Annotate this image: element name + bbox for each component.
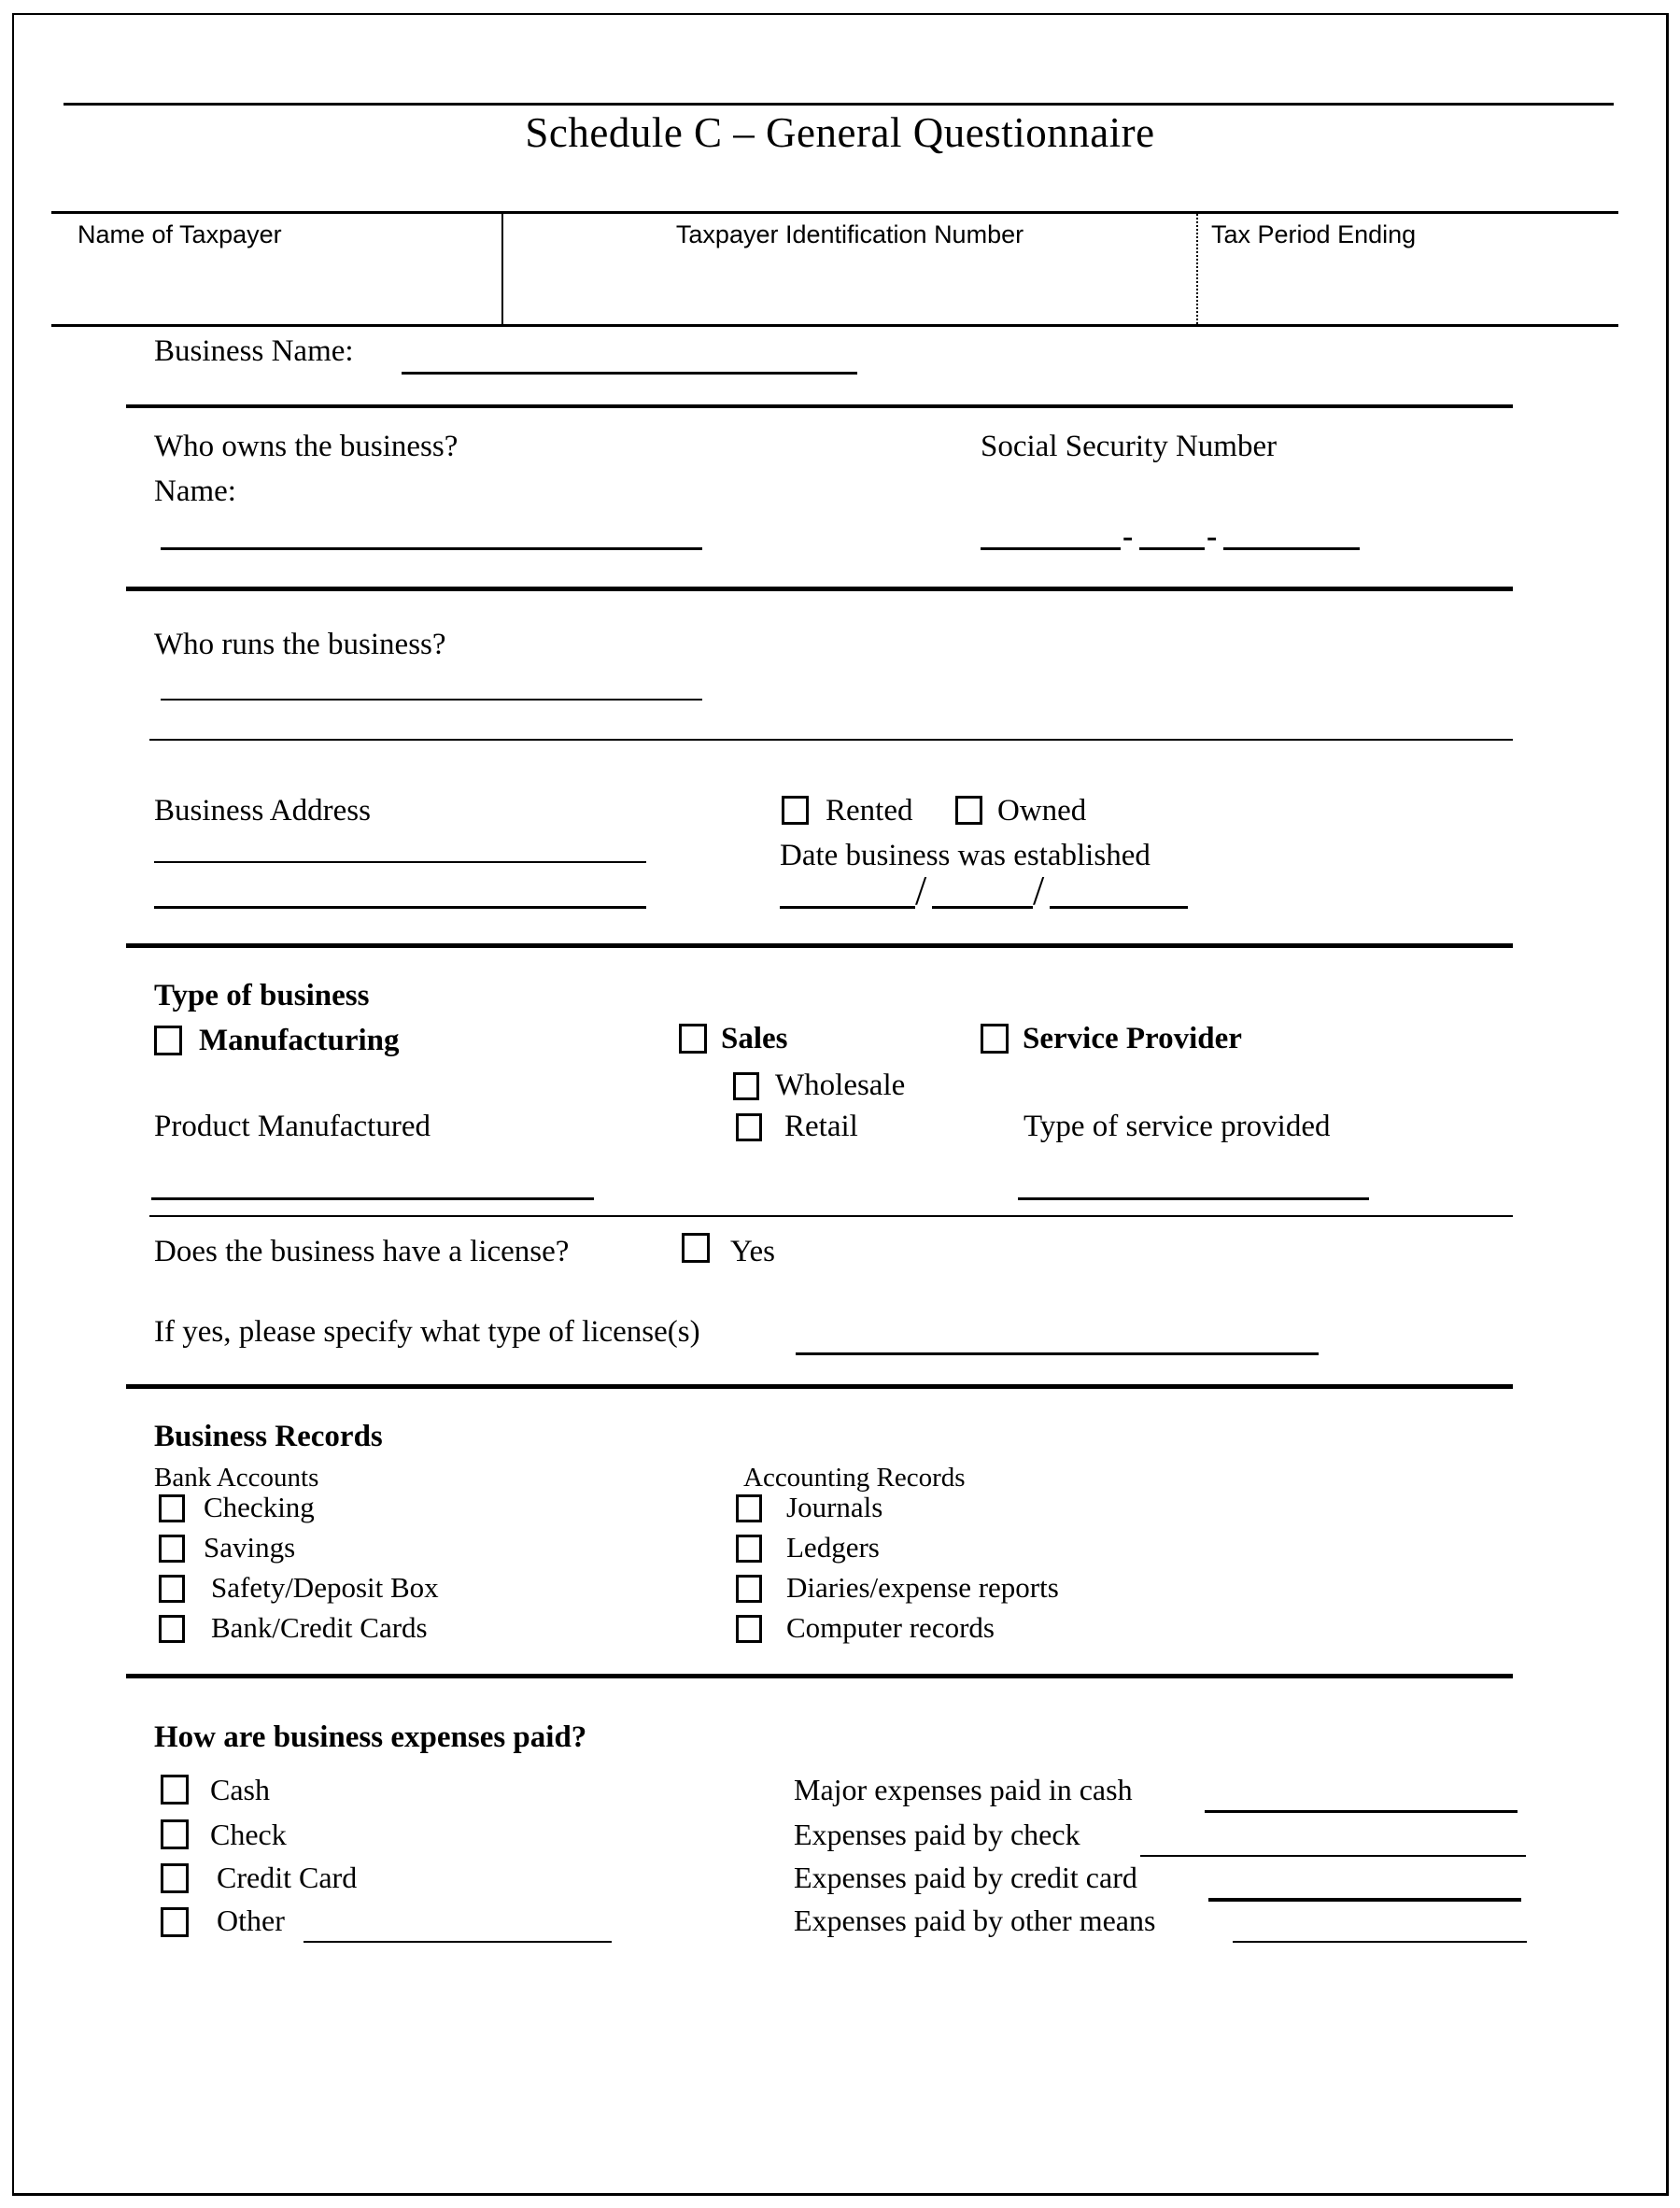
checkbox-rented[interactable] bbox=[782, 796, 809, 825]
license-specify-label: If yes, please specify what type of license(s) bbox=[154, 1315, 700, 1349]
sales-label: Sales bbox=[721, 1022, 788, 1055]
expenses-by-credit-card-blank[interactable] bbox=[1208, 1898, 1521, 1902]
diaries-expense-reports-label: Diaries/expense reports bbox=[786, 1571, 1059, 1604]
ssn-separator-1: - bbox=[1122, 519, 1134, 554]
section-divider-3 bbox=[149, 739, 1513, 741]
computer-records-label: Computer records bbox=[786, 1611, 995, 1644]
checkbox-cash[interactable] bbox=[161, 1775, 189, 1805]
checkbox-wholesale[interactable] bbox=[733, 1072, 759, 1100]
service-type-blank[interactable] bbox=[1018, 1197, 1369, 1200]
safety-deposit-box-label: Safety/Deposit Box bbox=[211, 1571, 439, 1604]
ssn-blank-part3[interactable] bbox=[1223, 547, 1360, 550]
type-of-business-heading: Type of business bbox=[154, 979, 370, 1012]
section-divider-1 bbox=[126, 404, 1513, 408]
bank-credit-cards-label: Bank/Credit Cards bbox=[211, 1611, 428, 1644]
checkbox-bank-credit-cards[interactable] bbox=[159, 1615, 185, 1643]
rented-label: Rented bbox=[826, 794, 913, 828]
ssn-separator-2: - bbox=[1207, 519, 1218, 554]
section-divider-6 bbox=[126, 1384, 1513, 1389]
business-address-label: Business Address bbox=[154, 794, 371, 828]
date-established-label: Date business was established bbox=[780, 839, 1151, 872]
section-divider-4 bbox=[126, 943, 1513, 948]
journals-label: Journals bbox=[786, 1491, 883, 1523]
who-owns-question: Who owns the business? bbox=[154, 430, 459, 463]
title-rule bbox=[64, 103, 1614, 106]
checkbox-sales[interactable] bbox=[679, 1024, 707, 1054]
product-manufactured-label: Product Manufactured bbox=[154, 1110, 431, 1143]
other-method-blank[interactable] bbox=[304, 1941, 612, 1943]
service-provider-label: Service Provider bbox=[1023, 1022, 1242, 1055]
expenses-by-credit-card-label: Expenses paid by credit card bbox=[794, 1861, 1137, 1894]
savings-label: Savings bbox=[204, 1531, 296, 1564]
bank-accounts-heading: Bank Accounts bbox=[154, 1463, 319, 1493]
who-runs-question: Who runs the business? bbox=[154, 628, 446, 661]
service-type-label: Type of service provided bbox=[1024, 1110, 1331, 1143]
license-yes-label: Yes bbox=[730, 1235, 776, 1268]
address-blank-line1[interactable] bbox=[154, 861, 646, 863]
ledgers-label: Ledgers bbox=[786, 1531, 880, 1564]
wholesale-label: Wholesale bbox=[775, 1069, 906, 1102]
ssn-label: Social Security Number bbox=[981, 430, 1278, 463]
retail-label: Retail bbox=[784, 1110, 858, 1143]
checkbox-journals[interactable] bbox=[736, 1494, 762, 1522]
credit-card-label: Credit Card bbox=[217, 1861, 358, 1894]
taxpayer-id-field[interactable] bbox=[503, 214, 1198, 324]
expenses-heading: How are business expenses paid? bbox=[154, 1720, 587, 1754]
who-runs-blank[interactable] bbox=[161, 699, 702, 701]
section-divider-2 bbox=[126, 587, 1513, 591]
expenses-other-means-blank[interactable] bbox=[1233, 1941, 1527, 1943]
check-label: Check bbox=[210, 1818, 287, 1851]
checkbox-retail[interactable] bbox=[736, 1113, 762, 1141]
expenses-other-means-label: Expenses paid by other means bbox=[794, 1904, 1156, 1937]
checkbox-owned[interactable] bbox=[955, 796, 982, 825]
product-manufactured-blank[interactable] bbox=[151, 1197, 594, 1200]
section-divider-5 bbox=[149, 1215, 1513, 1217]
date-slash-1: / bbox=[915, 868, 927, 913]
date-slash-2: / bbox=[1033, 868, 1045, 913]
business-records-heading: Business Records bbox=[154, 1420, 383, 1453]
checkbox-savings[interactable] bbox=[159, 1535, 185, 1563]
date-blank-year[interactable] bbox=[1050, 906, 1188, 909]
cash-label: Cash bbox=[210, 1773, 270, 1806]
expenses-by-check-blank[interactable] bbox=[1140, 1855, 1526, 1857]
business-name-label: Business Name: bbox=[154, 334, 354, 368]
checkbox-diaries-expense-reports[interactable] bbox=[736, 1575, 762, 1603]
checkbox-safety-deposit-box[interactable] bbox=[159, 1575, 185, 1603]
ssn-blank-part2[interactable] bbox=[1139, 547, 1205, 550]
ssn-blank-part1[interactable] bbox=[981, 547, 1121, 550]
checkbox-check[interactable] bbox=[161, 1819, 189, 1849]
checkbox-other[interactable] bbox=[161, 1907, 189, 1937]
address-blank-line2[interactable] bbox=[154, 906, 646, 909]
tax-period-field[interactable] bbox=[1198, 214, 1618, 324]
checkbox-service-provider[interactable] bbox=[981, 1024, 1009, 1054]
owner-name-label: Name: bbox=[154, 474, 236, 508]
checkbox-manufacturing[interactable] bbox=[154, 1026, 182, 1055]
name-of-taxpayer-field[interactable] bbox=[51, 214, 503, 324]
tax-period-label: Tax Period Ending bbox=[1211, 220, 1417, 248]
accounting-records-heading: Accounting Records bbox=[743, 1463, 966, 1493]
name-of-taxpayer-label: Name of Taxpayer bbox=[78, 220, 282, 248]
major-expenses-cash-label: Major expenses paid in cash bbox=[794, 1773, 1133, 1806]
date-blank-day[interactable] bbox=[932, 906, 1033, 909]
license-specify-blank[interactable] bbox=[796, 1352, 1319, 1355]
checkbox-computer-records[interactable] bbox=[736, 1615, 762, 1643]
page-title: Schedule C – General Questionnaire bbox=[525, 109, 1155, 156]
section-divider-7 bbox=[126, 1674, 1513, 1678]
checkbox-license-yes[interactable] bbox=[682, 1233, 710, 1263]
manufacturing-label: Manufacturing bbox=[199, 1024, 400, 1057]
checkbox-checking[interactable] bbox=[159, 1494, 185, 1522]
taxpayer-header-table bbox=[51, 211, 1618, 327]
expenses-by-check-label: Expenses paid by check bbox=[794, 1818, 1080, 1851]
license-question: Does the business have a license? bbox=[154, 1235, 570, 1268]
checkbox-credit-card[interactable] bbox=[161, 1863, 189, 1893]
business-name-blank[interactable] bbox=[402, 372, 857, 375]
major-expenses-cash-blank[interactable] bbox=[1205, 1810, 1518, 1813]
checkbox-ledgers[interactable] bbox=[736, 1535, 762, 1563]
owner-name-blank[interactable] bbox=[161, 547, 702, 550]
checking-label: Checking bbox=[204, 1491, 315, 1523]
owned-label: Owned bbox=[997, 794, 1087, 828]
date-blank-month[interactable] bbox=[780, 906, 915, 909]
taxpayer-id-label: Taxpayer Identification Number bbox=[675, 220, 1024, 248]
other-label: Other bbox=[217, 1904, 285, 1937]
